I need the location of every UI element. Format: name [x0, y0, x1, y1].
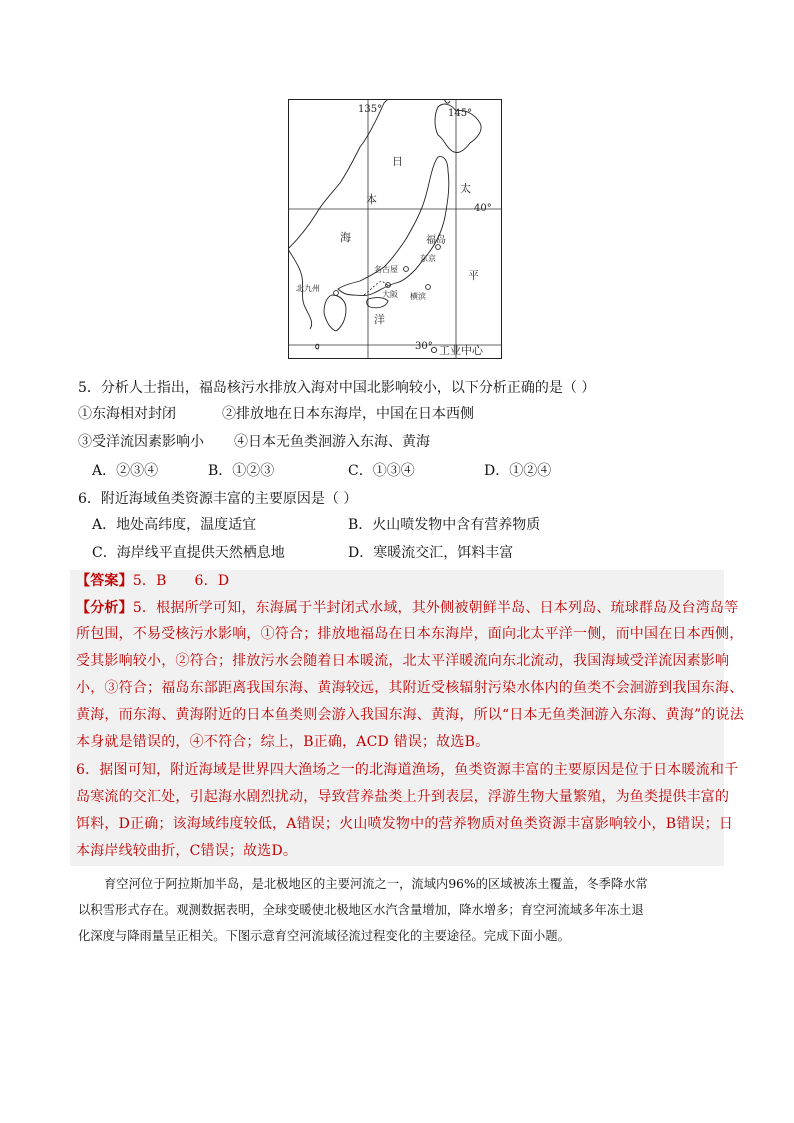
ocean-label-yang: 洋 — [374, 313, 385, 326]
answer-tag: 【答案】 — [76, 573, 133, 589]
analysis-line-9: 饵料，D正确；该海域纬度较低，A错误；火山喷发物中的营养物质对鱼类资源丰富影响较小，B错误；日 — [76, 816, 734, 832]
q5-statement-1: ①东海相对封闭 — [78, 406, 176, 422]
q6-option-d[interactable]: D．寒暖流交汇，饵料丰富 — [348, 545, 514, 561]
q5-statement-3: ③受洋流因素影响小 — [78, 434, 204, 450]
map-frame — [289, 100, 502, 359]
map-svg — [288, 99, 502, 359]
analysis-line-3: 受其影响较小，②符合；排放污水会随着日本暖流，北太平洋暖流向东北流动，我国海域受洋流因素影响 — [76, 653, 730, 669]
answer-line — [76, 571, 229, 591]
place-label-fukushima: 福岛 — [426, 235, 446, 246]
passage-line-3: 化深度与降雨量呈正相关。下图示意育空河流域径流过程变化的主要途径。完成下面小题。 — [78, 929, 570, 943]
sea-label-ri: 日 — [392, 155, 403, 168]
analysis-line-4: 小，③符合；福岛东部距离我国东海、黄海较远，其附近受核辐射污染水体内的鱼类不会洄游到我国东海、 — [76, 680, 744, 696]
japan-map — [288, 99, 502, 359]
passage-line-2: 以积雪形式存在。观测数据表明，全球变暖使北极地区水汽含量增加，降水增多；育空河流域多年冻土退 — [78, 903, 644, 917]
q5-statement-4: ④日本无鱼类洄游入东海、黄海 — [234, 434, 430, 450]
q5-option-a[interactable]: A．②③④ — [92, 463, 159, 479]
q5-option-d[interactable]: D．①②④ — [484, 463, 552, 479]
passage-line-1: 育空河位于阿拉斯加半岛，是北极地区的主要河流之一，流域内96%的区域被冻土覆盖，冬季降水常 — [104, 877, 648, 891]
analysis-line-1 — [76, 598, 738, 618]
answer-text: 5．B 6．D — [132, 573, 230, 589]
q6-stem: 6．附近海域鱼类资源丰富的主要原因是（ ） — [78, 491, 358, 507]
analysis-line-7: 6．据图可知，附近海域是世界四大渔场之一的北海道渔场，鱼类资源丰富的主要原因是位于日本暖流和千 — [76, 762, 739, 778]
q6-option-c[interactable]: C．海岸线平直提供天然栖息地 — [92, 545, 285, 561]
q5-stem: 5．分析人士指出，福岛核污水排放入海对中国北影响较小，以下分析正确的是（ ） — [78, 380, 596, 396]
analysis-text-1: 5．根据所学可知，东海属于半封闭式水域，其外侧被朝鲜半岛、日本列岛、琉球群岛及台湾岛等 — [132, 600, 739, 616]
lat-label-40: 40° — [474, 203, 492, 214]
sea-label-ben: 本 — [366, 193, 377, 206]
place-label-yokohama: 横滨 — [410, 292, 426, 301]
q6-option-a[interactable]: A．地处高纬度，温度适宜 — [92, 517, 257, 533]
analysis-line-2: 所包围，不易受核污水影响，①符合；排放地福岛在日本东海岸，面向北太平洋一侧，而中国在日本西侧， — [76, 626, 744, 642]
legend-label: 工业中心 — [439, 344, 483, 357]
analysis-tag: 【分析】 — [76, 600, 133, 616]
q6-option-b[interactable]: B．火山喷发物中含有营养物质 — [348, 517, 541, 533]
analysis-line-8: 岛寒流的交汇处，引起海水剧烈扰动，导致营养盐类上升到表层，浮游生物大量繁殖，为鱼类提供丰富的 — [76, 789, 730, 805]
lat-label-30: 30° — [415, 341, 433, 352]
place-label-osaka: 大阪 — [382, 290, 398, 299]
analysis-line-6: 本身就是错误的，④不符合；综上，B正确，ACD 错误；故选B。 — [76, 734, 490, 750]
lon-label-145: 145° — [448, 108, 473, 119]
ocean-label-ping: 平 — [468, 269, 479, 282]
q5-statement-2: ②排放地在日本东海岸，中国在日本西侧 — [222, 406, 474, 422]
analysis-line-10: 本海岸线较曲折，C错误；故选D。 — [76, 843, 298, 859]
ocean-label-tai: 太 — [460, 182, 471, 195]
q5-option-c[interactable]: C．①③④ — [348, 463, 415, 479]
q5-option-b[interactable]: B．①②③ — [208, 463, 275, 479]
place-label-kitakyushu: 北九州 — [296, 284, 320, 293]
lon-label-135: 135° — [358, 104, 383, 115]
place-label-tokyo: 东京 — [420, 254, 436, 263]
place-label-nagoya: 名古屋 — [374, 265, 398, 274]
analysis-line-5: 黄海，而东海、黄海附近的日本鱼类则会游入我国东海、黄海，所以“日本无鱼类洄游入东海、黄海”的说法 — [76, 707, 744, 723]
sea-label-hai: 海 — [340, 231, 351, 244]
